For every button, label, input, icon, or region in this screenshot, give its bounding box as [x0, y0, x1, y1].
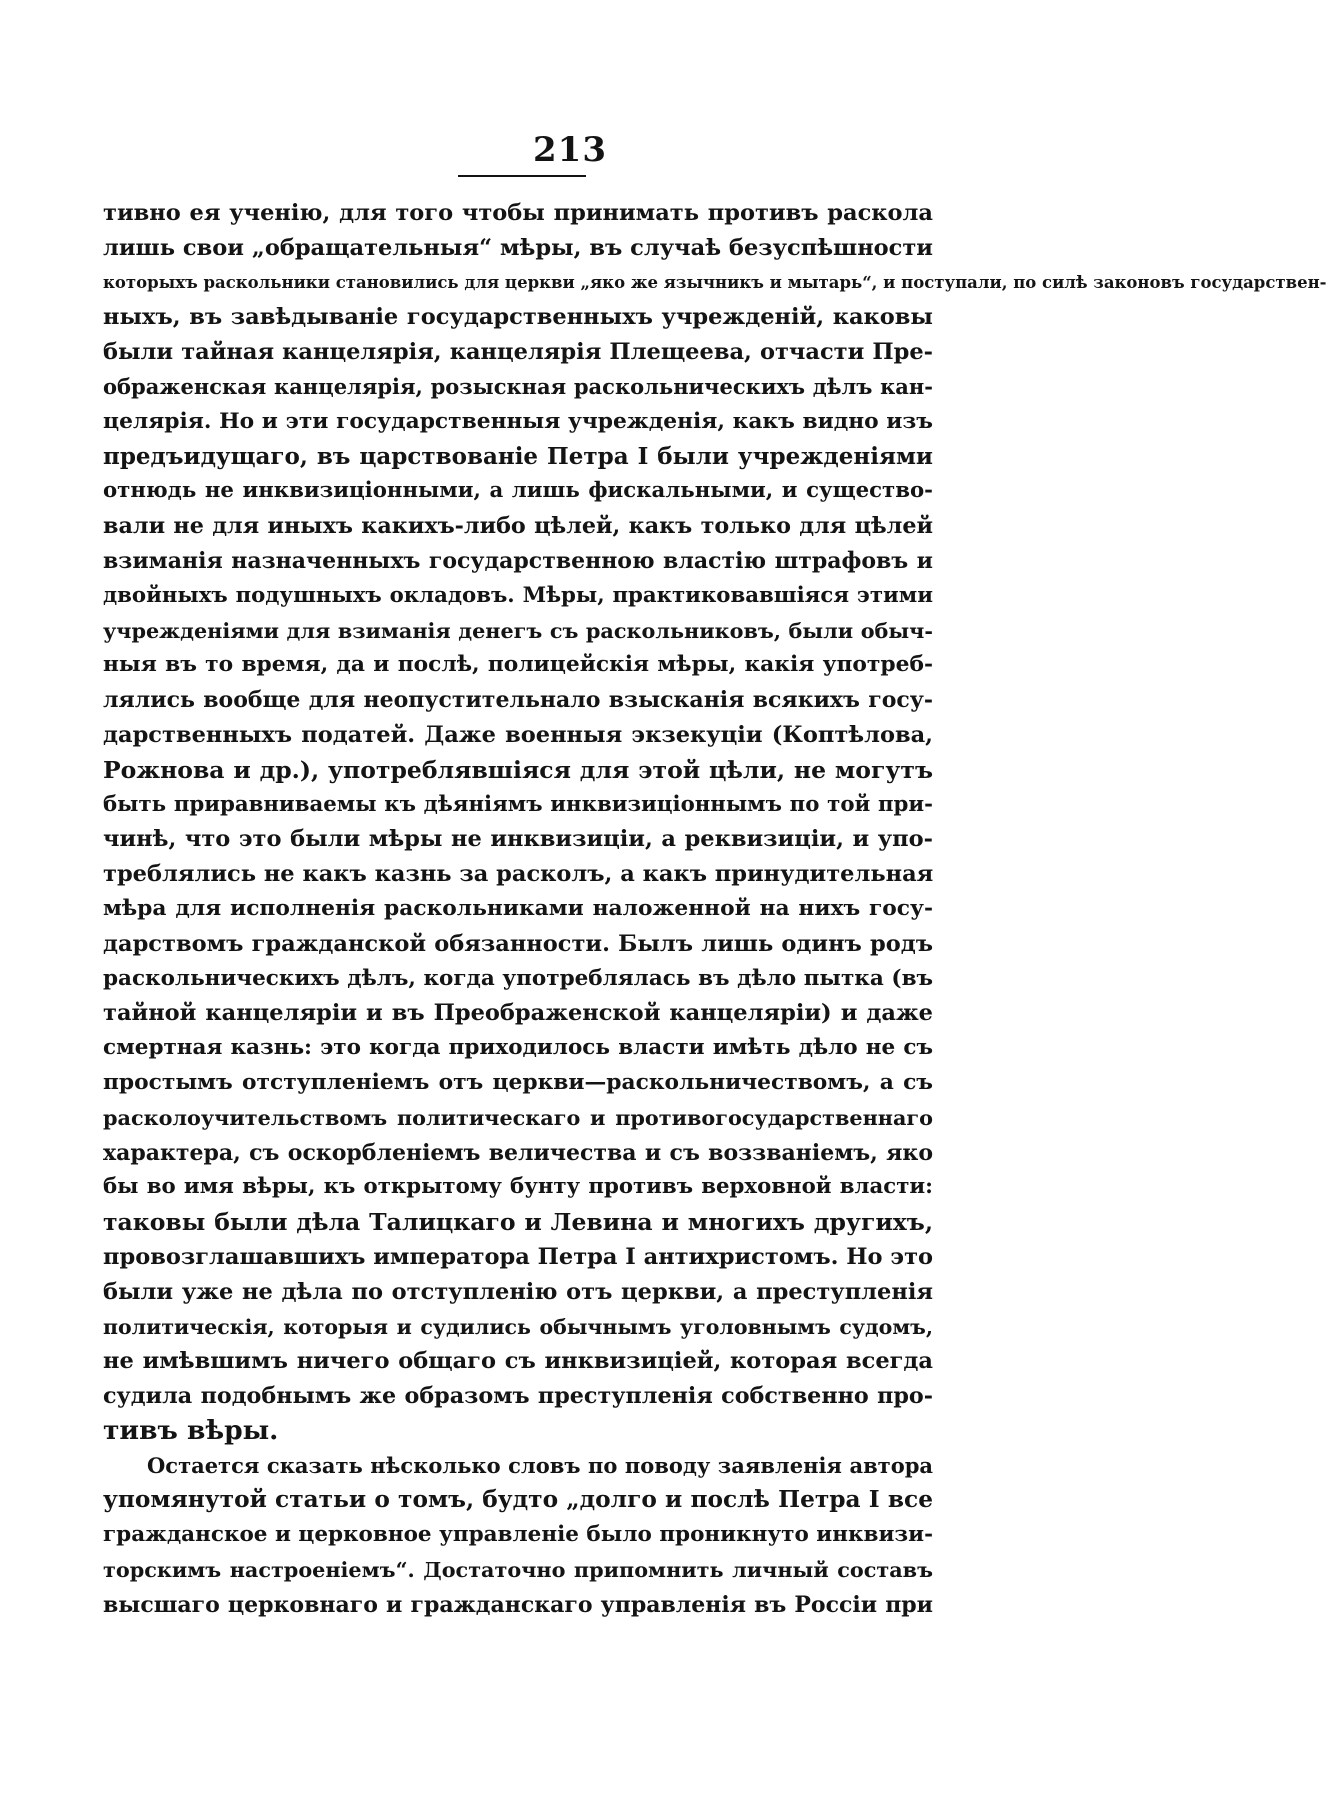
text-line: судила подобнымъ же образомъ преступленія собственно про- [103, 1383, 933, 1410]
text-line: раскольническихъ дѣлъ, когда употреблялась въ дѣло пытка (въ [103, 965, 933, 991]
text-line: тивно ея ученію, для того чтобы принимать противъ раскола [103, 200, 933, 226]
text-line: упомянутой статьи о томъ, будто „долго и послѣ Петра I все [103, 1486, 933, 1514]
text-line: Остается сказать нѣсколько словъ по поводу заявленія автора [147, 1452, 933, 1478]
text-line: тивъ вѣры. [103, 1414, 279, 1446]
text-line: гражданское и церковное управленіе было проникнуто инквизи- [103, 1522, 933, 1548]
paragraph-2 [103, 1449, 933, 1623]
text-line: тайной канцеляріи и въ Преображенской канцеляріи) и даже [103, 1000, 933, 1027]
text-line: мѣра для исполненія раскольниками наложенной на нихъ госу- [103, 895, 933, 921]
text-line: двойныхъ подушныхъ окладовъ. Мѣры, практиковавшіяся этими [103, 582, 933, 608]
text-line: ображенская канцелярія, розыскная раскольническихъ дѣлъ кан- [103, 373, 933, 399]
text-line: быть приравниваемы къ дѣяніямъ инквизиціоннымъ по той при- [103, 791, 933, 817]
text-line: торскимъ настроеніемъ“. Достаточно припомнить личный составъ [103, 1558, 933, 1583]
text-line: чинѣ, что это были мѣры не инквизиціи, а реквизиціи, и упо- [103, 826, 933, 853]
text-line: учрежденіями для взиманія денегъ съ раскольниковъ, были обыч- [103, 618, 933, 643]
text-line: целярія. Но и эти государственныя учрежденія, какъ видно изъ [103, 408, 933, 434]
text-line: высшаго церковнаго и гражданскаго управленія въ Россіи при [103, 1591, 933, 1618]
paragraph-1 [103, 196, 1327, 1449]
text-line: дарственныхъ податей. Даже военныя экзекуціи (Коптѣлова, [103, 721, 933, 748]
text-line: лишь свои „обращательныя“ мѣры, въ случаѣ безуспѣшности [103, 234, 933, 261]
text-line: бы во имя вѣры, къ открытому бунту противъ верховной власти: [103, 1174, 933, 1200]
text-line: таковы были дѣла Талицкаго и Левина и многихъ другихъ, [103, 1208, 933, 1237]
text-line: предъидущаго, въ царствованіе Петра I были учрежденіями [103, 442, 933, 470]
text-line: отнюдь не инквизиціонными, а лишь фискальными, и существо- [103, 478, 933, 504]
text-line: ныя въ то время, да и послѣ, полицейскія мѣры, какія употреб- [103, 652, 933, 678]
text-line: которыхъ раскольники становились для церкви „яко же язычникъ и мытарь“, и поступали, по силѣ законовъ государствен- [103, 272, 1327, 292]
text-line: треблялись не какъ казнь за расколъ, а какъ принудительная [103, 861, 934, 888]
text-line: были тайная канцелярія, канцелярія Плещеева, отчасти Пре- [103, 339, 933, 366]
text-line: лялись вообще для неопустительнало взысканія всякихъ госу- [103, 687, 933, 714]
text-line: провозглашавшихъ императора Петра I антихристомъ. Но это [103, 1243, 934, 1270]
text-line: расколоучительствомъ политическаго и противогосударственнаго [103, 1105, 933, 1130]
text-line: дарствомъ гражданской обязанности. Былъ лишь одинъ родъ [103, 930, 933, 957]
page-number: 213 [533, 130, 607, 170]
text-line: простымъ отступленіемъ отъ церкви—раскольничествомъ, а съ [103, 1069, 933, 1095]
text-line: смертная казнь: это когда приходилось власти имѣть дѣло не съ [103, 1035, 933, 1061]
text-line: были уже не дѣла по отступленію отъ церкви, а преступленія [103, 1278, 933, 1305]
text-line: вали не для иныхъ какихъ-либо цѣлей, какъ только для цѣлей [103, 513, 933, 540]
text-line: взиманія назначенныхъ государственною властію штрафовъ и [103, 547, 933, 574]
text-line: ныхъ, въ завѣдываніе государственныхъ учрежденій, каковы [103, 304, 933, 331]
text-line: политическія, которыя и судились обычнымъ уголовнымъ судомъ, [103, 1314, 933, 1339]
body-text [103, 196, 1327, 1623]
text-line: характера, съ оскорбленіемъ величества и съ воззваніемъ, яко [103, 1139, 933, 1166]
text-line: не имѣвшимъ ничего общаго съ инквизиціей, которая всегда [103, 1348, 933, 1375]
page-number-rule [458, 175, 586, 177]
text-line: Рожнова и др.), употреблявшіяся для этой цѣли, не могутъ [103, 755, 933, 784]
